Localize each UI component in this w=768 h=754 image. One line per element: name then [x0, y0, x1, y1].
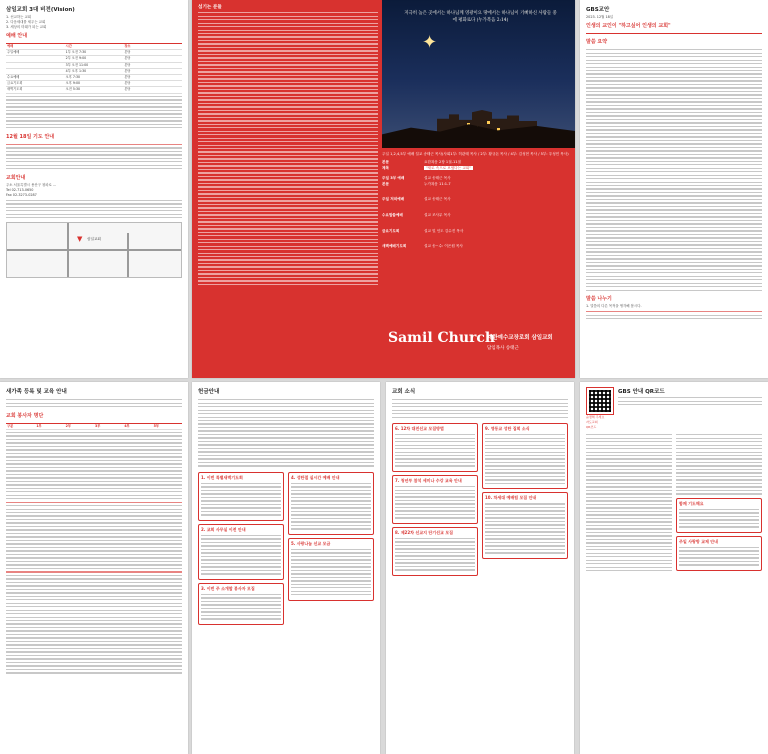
service-key: 본문	[382, 160, 389, 164]
cell: 주일예배	[7, 50, 20, 55]
vision-item: 1. 선교하는 교회	[6, 15, 32, 19]
gbs-date: 2023. 12월 18일	[586, 15, 614, 19]
news-box	[392, 423, 478, 472]
column-header: 구분	[7, 423, 14, 428]
schedule-block	[0, 96, 188, 129]
lesson-title: 인생의 교인이 "하고싶어 인생의 교회"	[586, 23, 671, 29]
bulletin-page-newcomers	[0, 382, 188, 754]
bulletin-page-gbs	[580, 0, 768, 378]
worship-title: 예배 안내	[6, 33, 28, 39]
service-key: 새벽예배기도회	[382, 244, 407, 249]
service-value: 설교 송태근 목사	[424, 197, 451, 202]
vision-title: 삼일교회 3대 비전(Vision)	[6, 7, 75, 13]
service-key: 주일 저녁예배	[382, 197, 405, 202]
service-value: 요한복음 2장 1절-11절	[424, 160, 462, 164]
church-name-en: Samil Church	[388, 330, 496, 346]
cell: 1부 오전 7:30	[65, 50, 87, 55]
map-road	[67, 223, 69, 277]
cell: 본당	[124, 50, 131, 55]
senior-pastor: 담임목사 송태근	[487, 346, 519, 351]
prayer-box-title: 함께 기도해요	[679, 500, 704, 506]
discussion-note: 1. 말씀의 다른 목적을 생각해 봅시다.	[586, 304, 642, 308]
news-item-title: 7. 청년부 참석 세미나 수강 교육 안내	[395, 477, 462, 483]
map-road	[7, 249, 181, 251]
service-row	[382, 197, 572, 203]
cell	[6, 69, 65, 74]
fellowship-box-title: 주일 사랑방 교제 안내	[679, 538, 718, 544]
news-item-title: 9. 영동교 성탄 집회 소식	[485, 426, 530, 431]
vision-item: 3. 세상의 미래가 되는 교회	[6, 25, 47, 29]
service-value: 설교 송태근 목사	[424, 176, 451, 181]
column-header: 2부	[65, 423, 71, 428]
news-item-title: 10. 차세대 예배팀 모집 안내	[485, 495, 537, 501]
church-name: 삼일교회	[531, 335, 553, 341]
cell: 본당	[124, 87, 131, 92]
cell: 오후 7:30	[65, 75, 81, 80]
cell: 오후 9:00	[65, 81, 81, 86]
column-header: 4부	[124, 423, 130, 428]
news-box	[392, 527, 478, 576]
qr-icon	[589, 390, 611, 412]
news-box	[482, 423, 568, 489]
column-header: 5부	[153, 423, 159, 428]
sermon-title: "새로 속으로 보냈다는 교회"	[426, 165, 471, 170]
cell: 본당	[124, 56, 131, 61]
volunteer-table	[6, 423, 182, 430]
star-icon: ✦	[422, 32, 438, 53]
service-row	[382, 182, 572, 188]
worship-table	[6, 43, 182, 94]
sermon-intro: 주일 1,2,4,5부 예배 설교 송태근 목사(사회1부: 허관태 목사 / 2부: 황규돈 목사 / 4부: 김성현 목사 / 5부: 우성민 목사)	[382, 152, 569, 156]
nativity-photo	[382, 0, 575, 148]
cell: 본당	[124, 68, 131, 73]
notice-box	[198, 524, 284, 580]
service-key: 금요기도회	[382, 228, 400, 233]
column-header: 시간	[65, 44, 72, 48]
staff-title: 섬기는 분들	[198, 5, 222, 10]
fellowship-box	[676, 536, 762, 571]
bulletin-page-offering	[192, 382, 380, 754]
service-key: 본문	[382, 181, 389, 186]
cell: 본당	[124, 62, 131, 67]
prayer-box	[676, 498, 762, 533]
service-key: 주일 3부 예배	[382, 176, 405, 181]
lesson-body	[580, 49, 768, 291]
service-row	[382, 213, 572, 219]
service-value: 설교 송~수: 이은원 목사	[424, 244, 463, 249]
notice-box	[198, 472, 284, 521]
cell: 새벽기도회	[7, 87, 23, 92]
cell: 수요예배	[7, 75, 20, 80]
staff-list	[198, 4, 378, 287]
news-item-title: 6. 12차 대전선교 모집방법	[395, 426, 444, 431]
column-header: 장소	[124, 44, 131, 48]
column-header: 3부	[94, 423, 101, 428]
news-box	[392, 475, 478, 524]
contact-fax: Fax 02-3273-0287	[6, 192, 37, 197]
news-item-title: 8. 제22차 선교지 단기선교 모집	[395, 529, 453, 535]
cell	[6, 56, 65, 61]
contact-tel: Tel 02-713-0650	[6, 187, 34, 192]
service-value: 설교 및 인도 김수진 목사	[424, 228, 464, 233]
summary-heading: 말씀 요약	[586, 39, 608, 45]
contact-title: 교회안내	[6, 174, 26, 181]
qr-code[interactable]	[586, 387, 614, 415]
worship-schedule	[382, 152, 572, 250]
contact-address: 주소 서울특별시 용산구 청파로 ...	[6, 182, 57, 187]
service-row	[382, 166, 572, 172]
notice-title: 1. 이번 특별새벽기도회	[201, 474, 243, 480]
notice-title: 3. 이번 주 소개할 봉사자 모집	[201, 585, 255, 591]
church-logo	[388, 330, 495, 346]
service-key: 수요말씀예배	[382, 212, 403, 217]
discussion-heading: 말씀 나누기	[586, 296, 612, 302]
church-name-kr	[487, 333, 553, 341]
bulletin-page-vision	[0, 0, 188, 378]
newcomer-title: 새가족 등록 및 교육 안내	[6, 389, 67, 395]
service-key: 제목	[382, 165, 389, 170]
notice-box	[288, 472, 374, 535]
cell: 본당	[124, 81, 131, 86]
news-title: 교회 소식	[392, 389, 416, 395]
notice-title: 2. 교회 사무실 이전 안내	[201, 526, 246, 532]
vision-item: 2. 다음세대를 세우는 교회	[6, 20, 46, 24]
prayer-title: 12월 18일 기도 안내	[6, 133, 55, 140]
denomination: 대한예수교장로회	[487, 335, 530, 341]
cell	[6, 63, 65, 68]
bulletin-page-cover	[192, 0, 575, 378]
notice-title: 5. 사랑나눔 선교 모금	[291, 540, 331, 546]
volunteer-rows	[0, 432, 188, 674]
prayer-block	[0, 144, 188, 170]
cell: 4부 오후 1:30	[65, 68, 87, 73]
cell: 3부 오전 11:00	[65, 62, 89, 67]
service-value: 누가복음 11:1-7	[424, 181, 451, 186]
notice-box	[288, 538, 374, 601]
column-header: 예배	[7, 44, 14, 48]
map-road	[127, 233, 129, 277]
column-header: 1부	[36, 423, 42, 428]
table-header	[6, 424, 182, 430]
qr-caption: 숨졍해 주세요 자도교회 QR코드	[586, 415, 605, 429]
cover-verse: 지극히 높은 곳에서는 하나님께 영광이요 땅에서는 하나님이 기뻐하신 사람들 중에 평화로다 (누가복음 2:14)	[404, 11, 557, 23]
service-row	[382, 229, 572, 235]
notice-title: 4. 성탄절 실시간 예배 안내	[291, 474, 340, 480]
cell: 오전 5:30	[65, 87, 81, 92]
news-box	[482, 492, 568, 558]
bulletin-page-gbs-info	[580, 382, 768, 754]
service-value: 설교 조사무 목사	[424, 212, 451, 217]
map-pin-icon: ▼	[77, 235, 83, 244]
service-row	[382, 244, 572, 250]
contact-extra	[0, 200, 188, 219]
bulletin-page-news	[386, 382, 574, 754]
offering-title: 헌금안내	[198, 389, 220, 395]
cell: 본당	[124, 75, 131, 80]
notice-box	[198, 583, 284, 625]
table-row	[6, 87, 182, 93]
map-label: 삼일교회	[87, 237, 101, 242]
volunteer-title: 교회 봉사자 명단	[6, 412, 44, 419]
gbs-title: GBS교안	[586, 7, 610, 13]
cell: 2부 오전 9:00	[65, 56, 87, 61]
gbs-info-title: GBS 안내 QR코드	[618, 389, 665, 395]
location-map	[6, 222, 182, 278]
cell: 금요기도회	[7, 81, 23, 86]
